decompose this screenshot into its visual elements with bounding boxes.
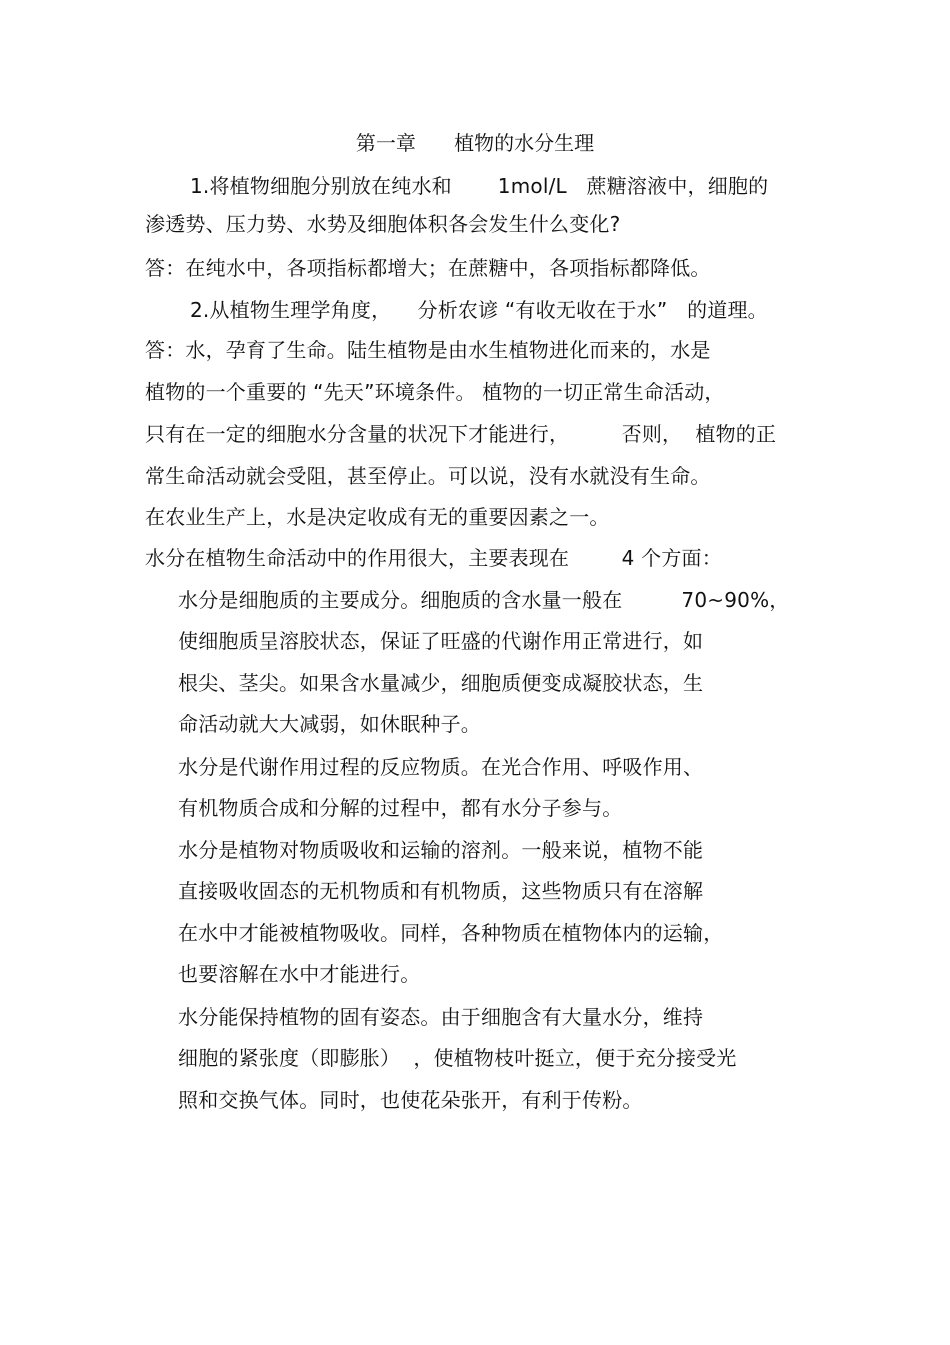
point-2-line-2: 有机物质合成和分解的过程中，都有水分子参与。 <box>178 796 623 820</box>
point-1-line-4: 命活动就大大减弱，如休眠种子。 <box>178 712 481 736</box>
point-4-line-3: 照和交换气体。同时，也使花朵张开，有利于传粉。 <box>178 1088 643 1112</box>
point-1-line-1: 水分是细胞质的主要成分。细胞质的含水量一般在 70~90%， <box>178 588 790 612</box>
point-4-line-1: 水分能保持植物的固有姿态。由于细胞含有大量水分，维持 <box>178 1005 704 1029</box>
point-3-line-1: 水分是植物对物质吸收和运输的溶剂。一般来说，植物不能 <box>178 838 704 862</box>
answer-1: 答：在纯水中，各项指标都增大；在蔗糖中，各项指标都降低。 <box>145 256 711 280</box>
question-1-line-1: 1.将植物细胞分别放在纯水和 1mol/L 蔗糖溶液中，细胞的 <box>190 174 769 198</box>
answer-2-line-4: 常生命活动就会受阻，甚至停止。可以说，没有水就没有生命。 <box>145 464 711 488</box>
point-3-line-2: 直接吸收固态的无机物质和有机物质，这些物质只有在溶解 <box>178 879 704 903</box>
answer-2-line-5: 在农业生产上，水是决定收成有无的重要因素之一。 <box>145 505 610 529</box>
question-1-line-2: 渗透势、压力势、水势及细胞体积各会发生什么变化? <box>145 212 621 236</box>
chapter-title: 第一章 植物的水分生理 <box>355 131 595 155</box>
point-1-line-3: 根尖、茎尖。如果含水量减少，细胞质便变成凝胶状态，生 <box>178 671 704 695</box>
point-3-line-4: 也要溶解在水中才能进行。 <box>178 962 421 986</box>
point-2-line-1: 水分是代谢作用过程的反应物质。在光合作用、呼吸作用、 <box>178 755 704 779</box>
question-2: 2.从植物生理学角度， 分析农谚 “有收无收在于水” 的道理。 <box>190 298 768 322</box>
point-4-line-2: 细胞的紧张度（即膨胀） ，使植物枝叶挺立，便于充分接受光 <box>178 1046 737 1070</box>
answer-2-line-1: 答：水，孕育了生命。陆生植物是由水生植物进化而来的，水是 <box>145 338 711 362</box>
answer-2-line-2: 植物的一个重要的 “先天”环境条件。 植物的一切正常生命活动， <box>145 380 725 404</box>
answer-2-line-3: 只有在一定的细胞水分含量的状况下才能进行， 否则， 植物的正 <box>145 422 777 446</box>
point-3-line-3: 在水中才能被植物吸收。同样，各种物质在植物体内的运输， <box>178 921 724 945</box>
answer-2-line-6: 水分在植物生命活动中的作用很大，主要表现在 4 个方面： <box>145 546 722 570</box>
point-1-line-2: 使细胞质呈溶胶状态，保证了旺盛的代谢作用正常进行，如 <box>178 629 704 653</box>
